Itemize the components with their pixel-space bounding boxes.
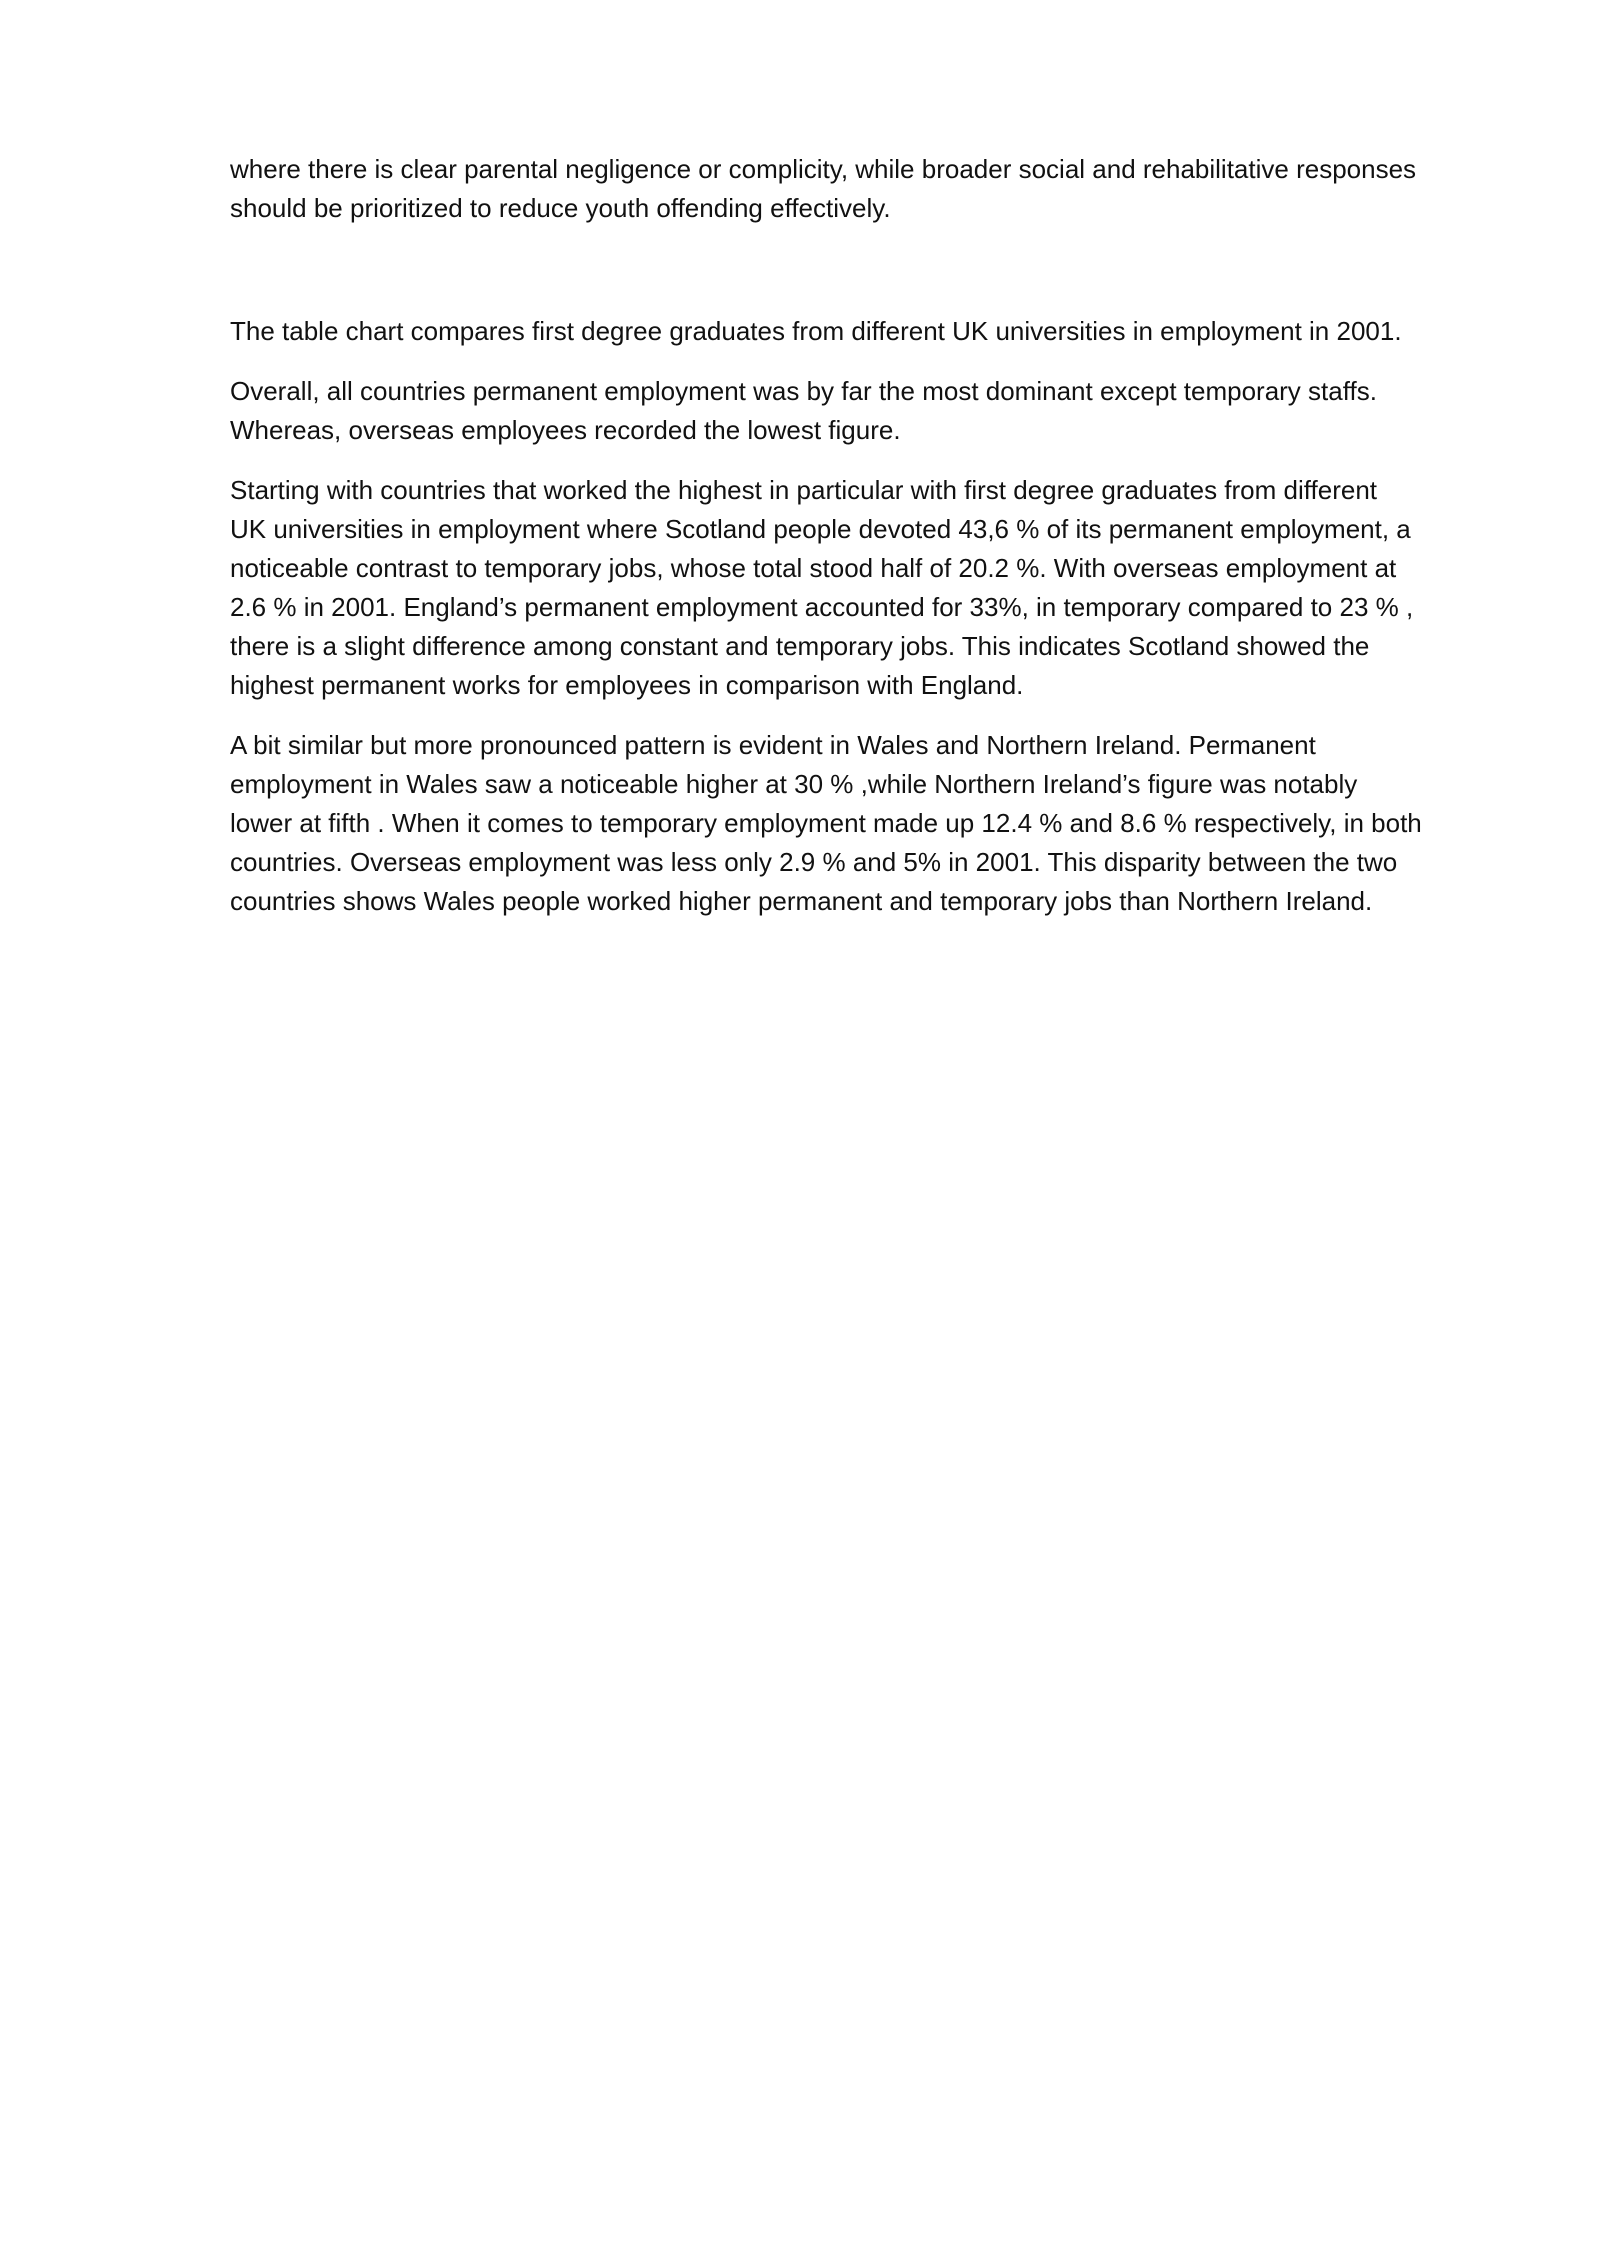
- continuation-paragraph: where there is clear parental negligence or complicity, while broader social and rehabilitative responses should be prioritized to reduce youth offending effectively.: [230, 154, 1417, 223]
- overview-paragraph: Overall, all countries permanent employment was by far the most dominant except temporary staffs. Whereas, overseas employees recorded the lowest figure.: [230, 376, 1377, 445]
- body-paragraph-scotland-england: Starting with countries that worked the highest in particular with first degree graduates from different UK universities in employment where Scotland people devoted 43,6 % of its permanent employment, a noticeable contrast to temporary jobs, whose total stood half of 20.2 %. With overseas employment at 2.6 % in 2001. England’s permanent employment accounted for 33%, in temporary compared to 23 % , there is a slight difference among constant and temporary jobs. This indicates Scotland showed the highest permanent works for employees in comparison with England.: [230, 475, 1414, 700]
- paragraph-spacer: [230, 228, 1500, 312]
- intro-paragraph: The table chart compares first degree graduates from different UK universities in employment in 2001.: [230, 316, 1402, 346]
- body-paragraph-wales-northern-ireland: A bit similar but more pronounced pattern is evident in Wales and Northern Ireland. Permanent employment in Wales saw a noticeable higher at 30 % ,while Northern Ireland’s figure was notably lower at fifth . When it comes to temporary employment made up 12.4 % and 8.6 % respectively, in both countries. Overseas employment was less only 2.9 % and 5% in 2001. This disparity between the two countries shows Wales people worked higher permanent and temporary jobs than Northern Ireland.: [230, 730, 1422, 916]
- document-body: [230, 150, 1500, 942]
